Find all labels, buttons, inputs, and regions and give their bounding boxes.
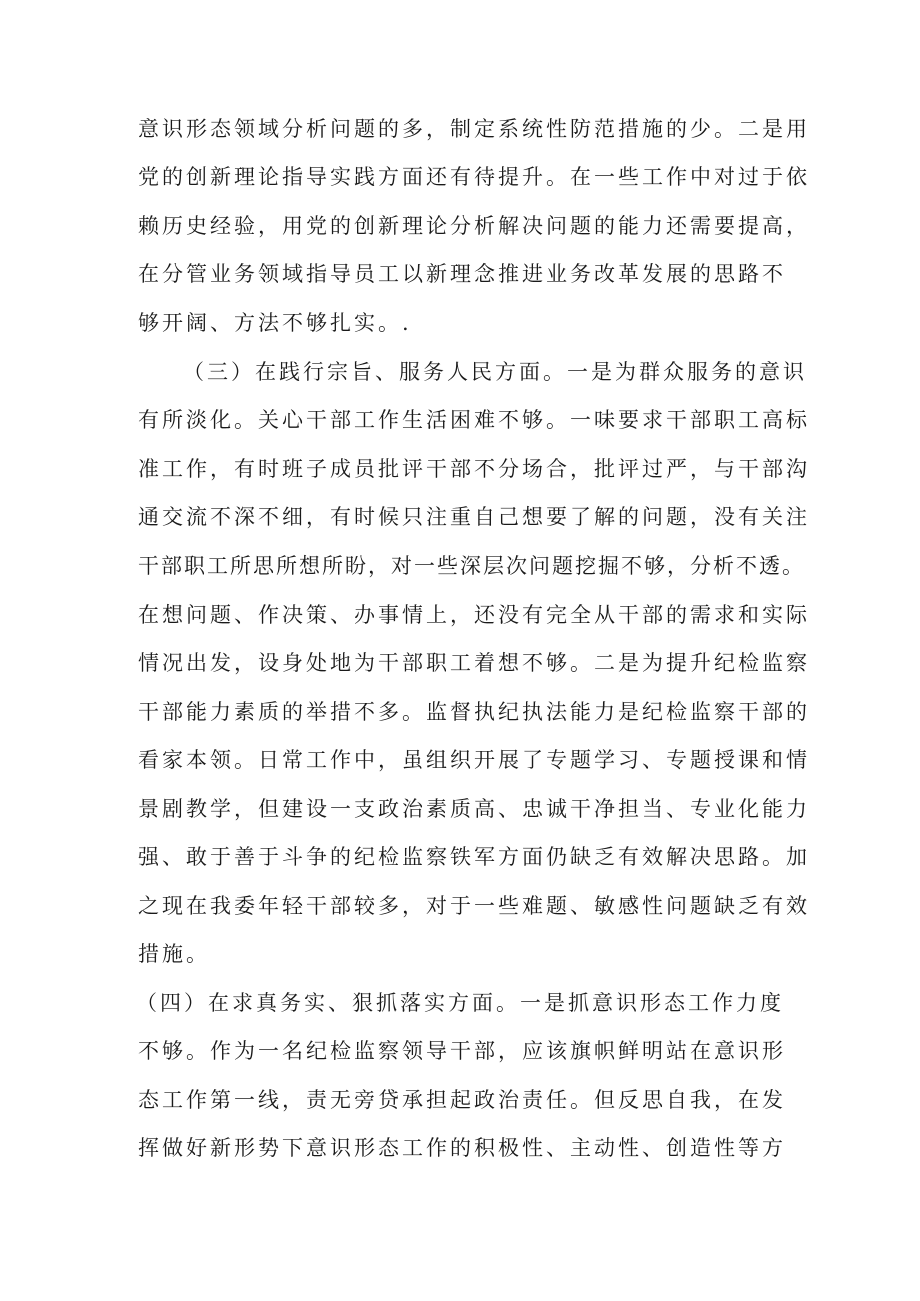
text-line: 强、敢于善于斗争的纪检监察铁军方面仍缺乏有效解决思路。加 [138,845,810,869]
section-heading-3: （三）在践行宗旨、服务人民方面。一是为群众服务的意识 [183,360,807,384]
text-line: 挥做好新形势下意识形态工作的积极性、主动性、创造性等方 [138,1136,786,1160]
text-line: 准工作，有时班子成员批评干部不分场合，批评过严，与干部沟 [138,457,810,481]
text-line: 干部能力素质的举措不多。监督执纪执法能力是纪检监察干部的 [138,700,810,724]
text-line: 之现在我委年轻干部较多，对于一些难题、敏感性问题缺乏有效 [138,894,810,918]
text-line: 景剧教学，但建设一支政治素质高、忠诚干净担当、专业化能力 [138,797,810,821]
text-line: 情况出发，设身处地为干部职工着想不够。二是为提升纪检监察 [138,651,810,675]
text-line: 有所淡化。关心干部工作生活困难不够。一味要求干部职工高标 [138,408,810,432]
text-line: 不够。作为一名纪检监察领导干部，应该旗帜鲜明站在意识形 [138,1039,786,1063]
text-line: 措施。 [138,942,210,966]
text-line: 在分管业务领域指导员工以新理念推进业务改革发展的思路不 [138,262,786,286]
text-line: 够开阔、方法不够扎实。. [138,311,412,335]
text-line: 党的创新理论指导实践方面还有待提升。在一些工作中对过于依 [138,165,810,189]
text-line: 在想问题、作决策、办事情上，还没有完全从干部的需求和实际 [138,603,810,627]
text-line: 看家本领。日常工作中，虽组织开展了专题学习、专题授课和情 [138,748,810,772]
text-line: 干部职工所思所想所盼，对一些深层次问题挖掘不够，分析不透。 [138,554,805,578]
text-line: 意识形态领域分析问题的多，制定系统性防范措施的少。二是用 [138,117,810,141]
section-heading-4: （四）在求真务实、狠抓落实方面。一是抓意识形态工作力度 [136,991,784,1015]
text-line: 赖历史经验，用党的创新理论分析解决问题的能力还需要提高， [138,214,810,238]
text-line: 态工作第一线，责无旁贷承担起政治责任。但反思自我，在发 [138,1088,786,1112]
text-line: 通交流不深不细，有时候只注重自己想要了解的问题，没有关注 [138,505,810,529]
